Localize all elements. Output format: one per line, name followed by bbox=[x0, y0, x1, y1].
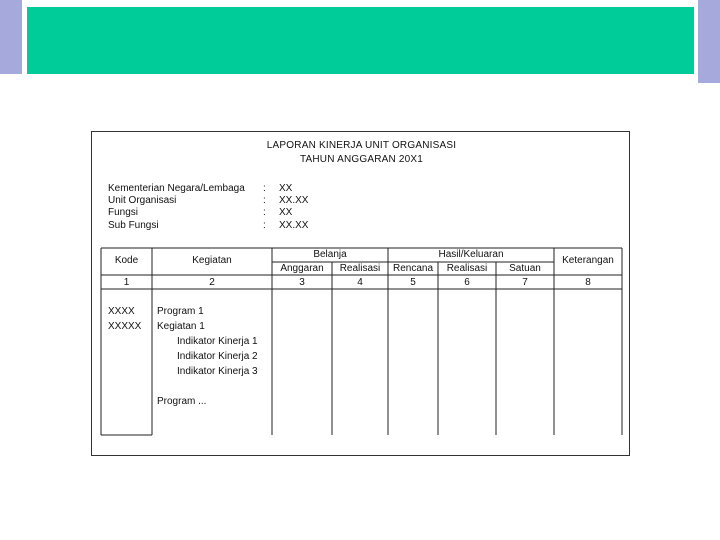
header-satuan: Satuan bbox=[509, 263, 541, 274]
indikator-cell: Indikator Kinerja 3 bbox=[177, 366, 258, 377]
meta-colon: : bbox=[263, 183, 266, 194]
meta-colon: : bbox=[263, 195, 266, 206]
indikator-cell: Indikator Kinerja 1 bbox=[177, 336, 258, 347]
header-kegiatan: Kegiatan bbox=[192, 255, 232, 266]
meta-value-subfungsi: XX.XX bbox=[279, 220, 309, 231]
table-grid bbox=[92, 132, 631, 457]
kode-cell: XXXXX bbox=[108, 321, 142, 332]
program-cell: Program 1 bbox=[157, 306, 204, 317]
header-rencana: Rencana bbox=[392, 263, 434, 274]
meta-label-fungsi: Fungsi bbox=[108, 207, 139, 218]
column-number: 2 bbox=[209, 277, 215, 288]
program-cell: Program ... bbox=[157, 396, 207, 407]
meta-colon: : bbox=[263, 220, 266, 231]
meta-label-kementerian: Kementerian Negara/Lembaga bbox=[108, 183, 245, 194]
meta-value-unit: XX.XX bbox=[279, 195, 309, 206]
column-number: 4 bbox=[357, 277, 363, 288]
kegiatan-cell: Kegiatan 1 bbox=[157, 321, 205, 332]
column-number: 6 bbox=[464, 277, 470, 288]
report-document bbox=[91, 131, 630, 456]
meta-label-subfungsi: Sub Fungsi bbox=[108, 220, 159, 231]
header-hasil-keluaran: Hasil/Keluaran bbox=[438, 249, 504, 260]
column-number: 5 bbox=[410, 277, 416, 288]
column-number: 8 bbox=[585, 277, 591, 288]
left-accent-bar bbox=[0, 0, 22, 74]
header-realisasi-hasil: Realisasi bbox=[446, 263, 488, 274]
indikator-cell: Indikator Kinerja 2 bbox=[177, 351, 258, 362]
header-keterangan: Keterangan bbox=[562, 255, 614, 266]
report-title: LAPORAN KINERJA UNIT ORGANISASI bbox=[266, 140, 457, 151]
meta-value-kementerian: XX bbox=[279, 183, 293, 194]
column-number: 1 bbox=[123, 277, 130, 288]
right-accent-bar bbox=[698, 0, 720, 83]
meta-value-fungsi: XX bbox=[279, 207, 293, 218]
column-number: 7 bbox=[522, 277, 528, 288]
header-realisasi-belanja: Realisasi bbox=[339, 263, 381, 274]
meta-colon: : bbox=[263, 207, 266, 218]
meta-label-unit: Unit Organisasi bbox=[108, 195, 177, 206]
kode-cell: XXXX bbox=[108, 306, 135, 317]
report-subtitle: TAHUN ANGGARAN 20X1 bbox=[299, 154, 424, 165]
title-banner bbox=[27, 7, 694, 74]
column-number: 3 bbox=[299, 277, 305, 288]
header-anggaran: Anggaran bbox=[280, 263, 324, 274]
header-kode: Kode bbox=[114, 255, 139, 266]
header-belanja: Belanja bbox=[313, 249, 347, 260]
